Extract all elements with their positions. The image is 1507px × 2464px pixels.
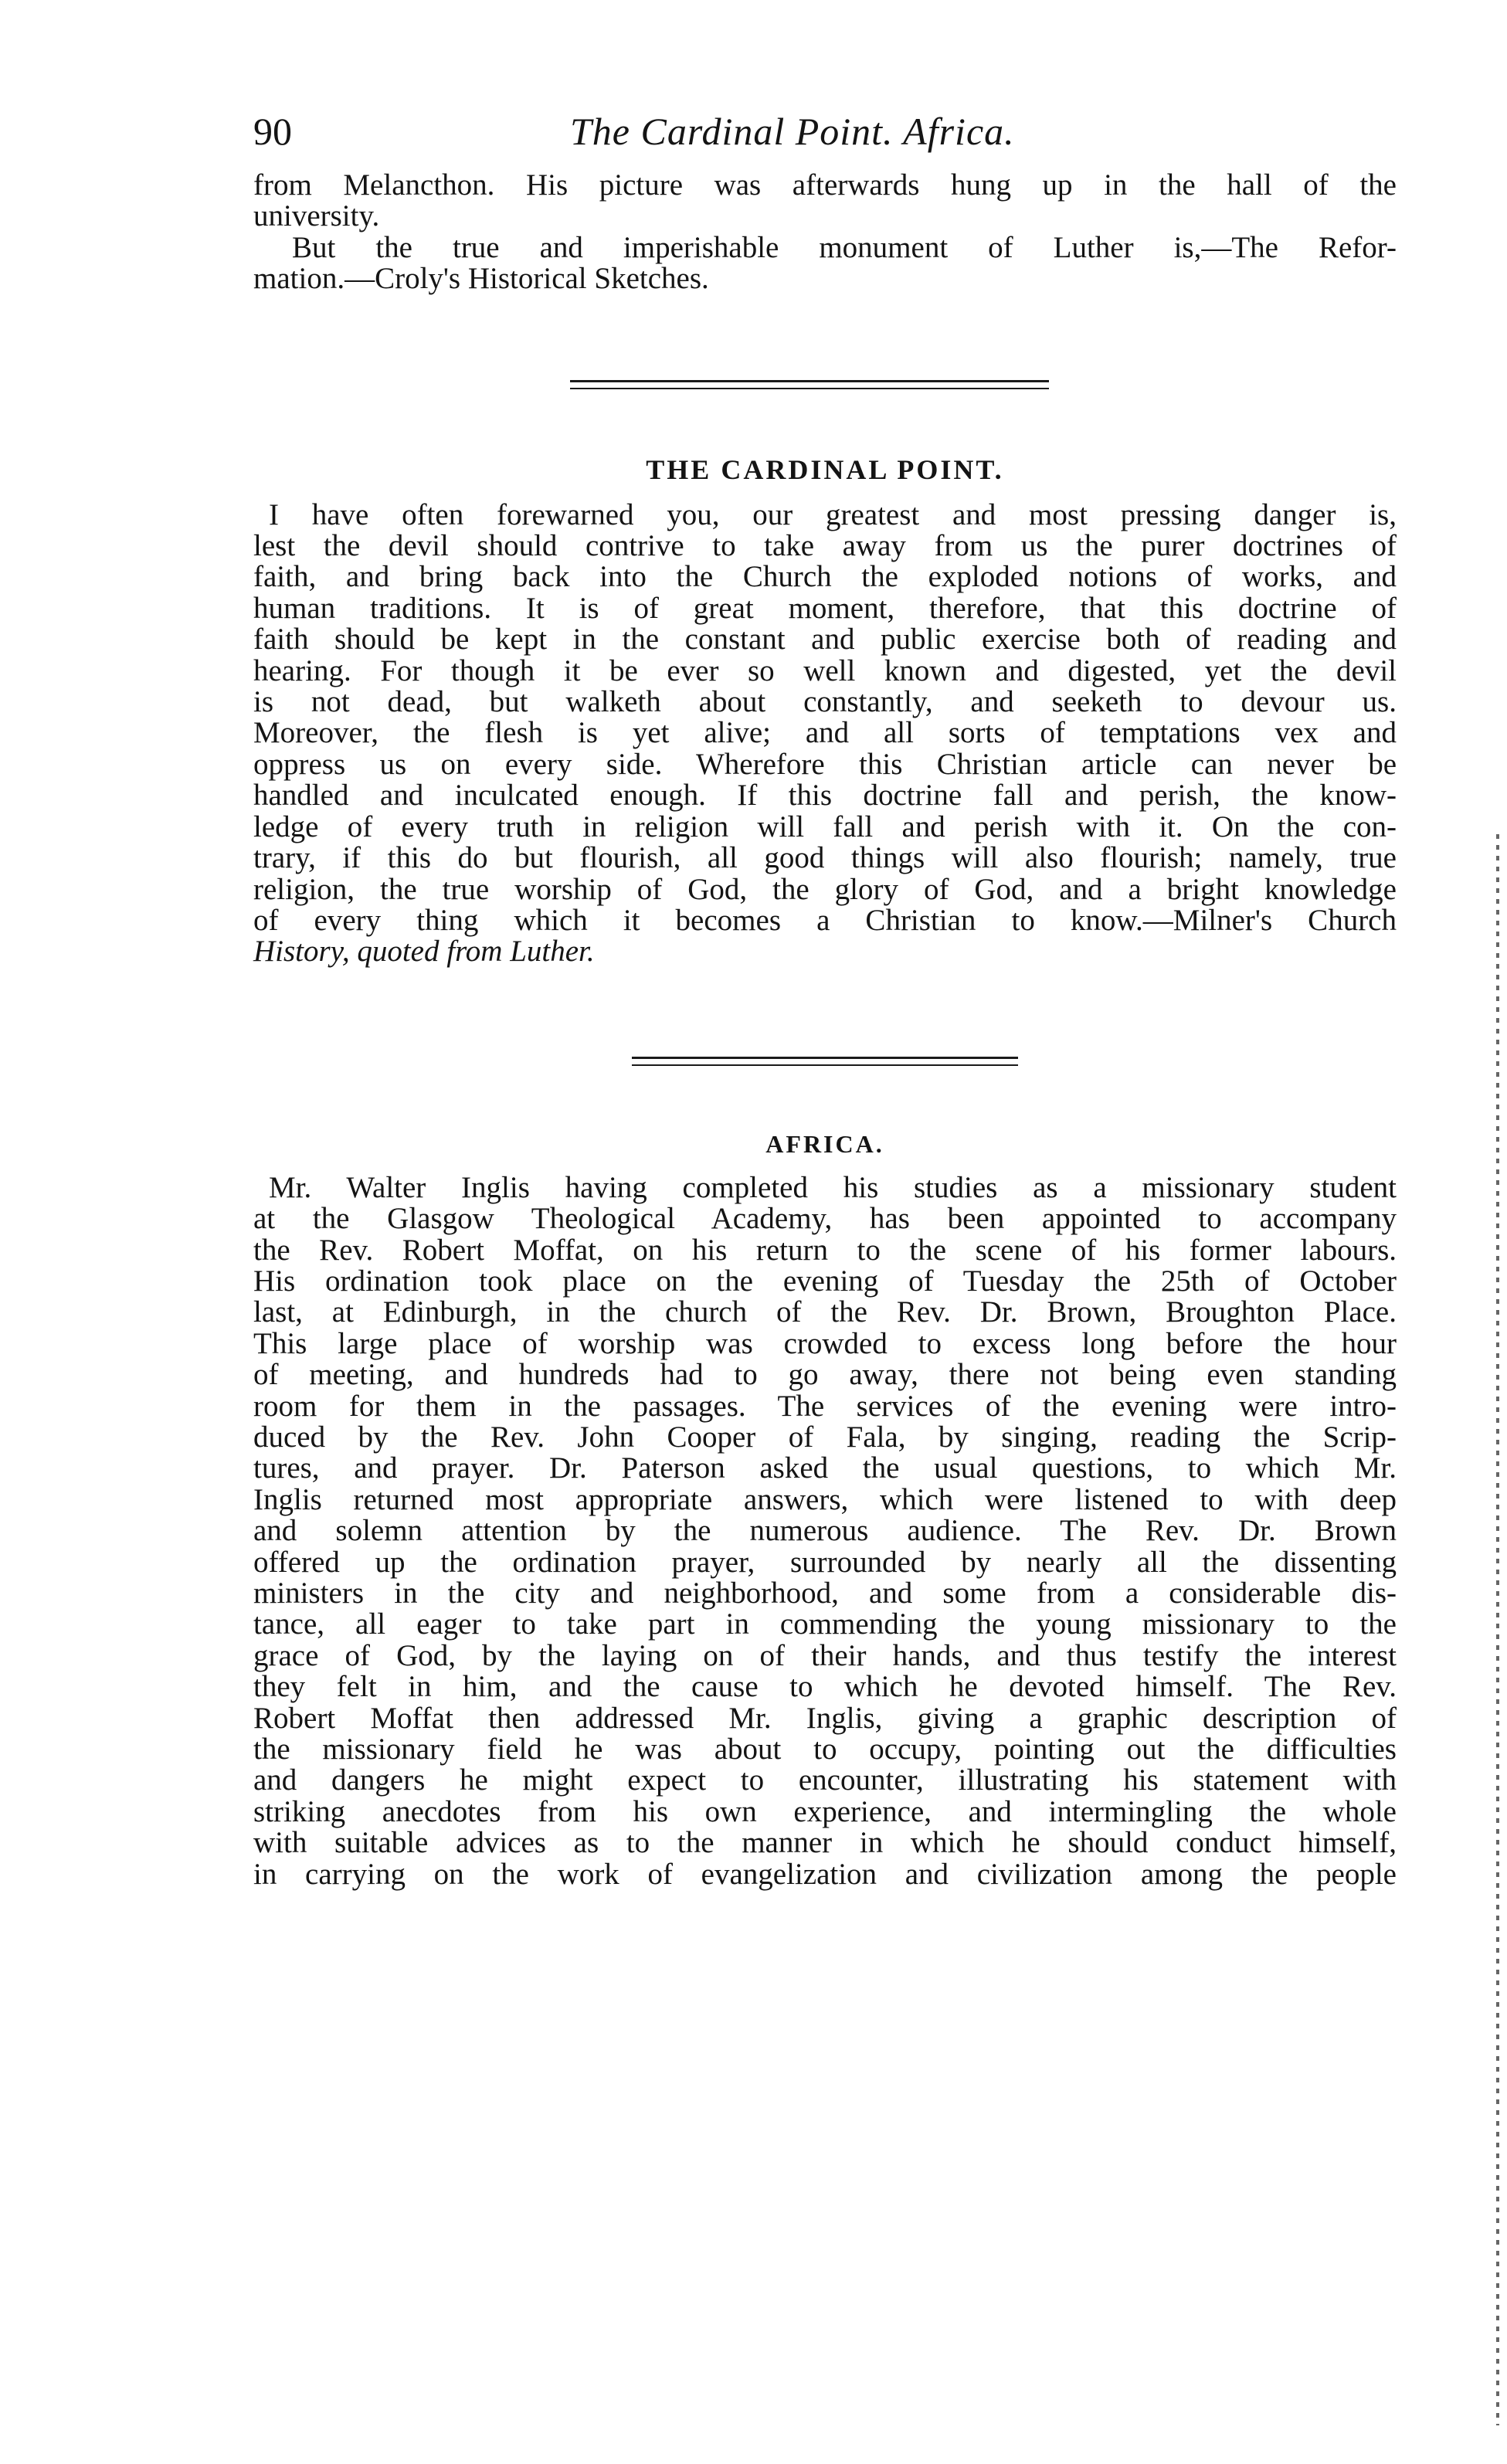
text-line: with suitable advices as to the manner in which he should conduct himself, — [253, 1826, 1397, 1860]
text-line: from Melancthon. His picture was afterwards hung up in the hall of the — [253, 168, 1397, 202]
running-head — [253, 100, 1397, 162]
text-line: oppress us on every side. Wherefore this Christian article can never be — [253, 747, 1397, 781]
section-heading-africa: AFRICA. — [765, 1129, 884, 1158]
text-line: grace of God, by the laying on of their hands, and thus testify the interest — [253, 1638, 1397, 1672]
text-line: and dangers he might expect to encounter, illustrating his statement with — [253, 1763, 1397, 1797]
text-line: lest the devil should contrive to take away from us the purer doctrines of — [253, 529, 1397, 563]
text-line: striking anecdotes from his own experience, and intermingling the whole — [253, 1794, 1397, 1828]
text-line: the missionary field he was about to occupy, pointing out the difficulties — [253, 1733, 1397, 1767]
text-line: in carrying on the work of evangelization and civilization among the people — [253, 1857, 1397, 1891]
book-page — [253, 100, 1397, 1890]
text-line: offered up the ordination prayer, surrounded by nearly all the dissenting — [253, 1545, 1397, 1579]
text-line: religion, the true worship of God, the glory of God, and a bright knowledge — [253, 872, 1397, 906]
text-line: of meeting, and hundreds had to go away, there not being even standing — [253, 1358, 1397, 1392]
africa-paragraph — [253, 1170, 1397, 1891]
text-line: But the true and imperishable monument of Luther is,—The Refor- — [292, 230, 1397, 264]
text-line: Mr. Walter Inglis having completed his studies as a missionary student — [269, 1170, 1397, 1204]
section-divider — [253, 1057, 1397, 1088]
text-line: tures, and prayer. Dr. Paterson asked the usual questions, to which Mr. — [253, 1451, 1397, 1485]
text-line: trary, if this do but flourish, all good things will also flourish; namely, true — [253, 841, 1397, 875]
text-line: mation.—Croly's Historical Sketches. — [253, 262, 709, 296]
text-line: is not dead, but walketh about constantly, and seeketh to devour us. — [253, 685, 1397, 719]
text-line: room for them in the passages. The services of the evening were intro- — [253, 1389, 1397, 1423]
text-line: I have often forewarned you, our greatest and most pressing danger is, — [269, 497, 1397, 531]
text-line: Inglis returned most appropriate answers, which were listened to with deep — [253, 1482, 1397, 1516]
intro-paragraph — [253, 170, 1397, 295]
text-line: at the Glasgow Theological Academy, has been appointed to accompany — [253, 1202, 1397, 1236]
text-line: History, quoted from Luther. — [253, 935, 595, 969]
text-line: human traditions. It is of great moment, therefore, that this doctrine of — [253, 591, 1397, 625]
running-title: The Cardinal Point. Africa. — [570, 110, 1015, 153]
text-line: duced by the Rev. John Cooper of Fala, by singing, reading the Scrip- — [253, 1420, 1397, 1454]
text-line: faith, and bring back into the Church the exploded notions of works, and — [253, 560, 1397, 594]
text-line: and solemn attention by the numerous audience. The Rev. Dr. Brown — [253, 1514, 1397, 1548]
text-line: ledge of every truth in religion will fall and perish with it. On the con- — [253, 809, 1397, 843]
cardinal-point-paragraph — [253, 497, 1397, 969]
text-line: Robert Moffat then addressed Mr. Inglis, giving a graphic description of — [253, 1701, 1397, 1735]
text-line: handled and inculcated enough. If this doctrine fall and perish, the know- — [253, 779, 1397, 813]
text-line: faith should be kept in the constant and public exercise both of reading and — [253, 623, 1397, 657]
scan-edge-artifact — [1496, 834, 1499, 2425]
section-heading-cardinal-point: THE CARDINAL POINT. — [646, 453, 1004, 485]
text-line: ministers in the city and neighborhood, and some from a considerable dis- — [253, 1576, 1397, 1610]
text-line: last, at Edinburgh, in the church of the Rev. Dr. Brown, Broughton Place. — [253, 1295, 1397, 1329]
text-line: of every thing which it becomes a Christian to know.—Milner's Church — [253, 903, 1397, 937]
text-line: university. — [253, 199, 380, 233]
text-line: hearing. For though it be ever so well known and digested, yet the devil — [253, 653, 1397, 687]
text-line: they felt in him, and the cause to which he devoted himself. The Rev. — [253, 1670, 1397, 1704]
text-line: tance, all eager to take part in commending the young missionary to the — [253, 1607, 1397, 1641]
section-divider — [253, 380, 1397, 411]
text-line: This large place of worship was crowded to excess long before the hour — [253, 1326, 1397, 1360]
text-line: the Rev. Robert Moffat, on his return to the scene of his former labours. — [253, 1233, 1397, 1267]
page-number: 90 — [253, 110, 292, 153]
text-line: Moreover, the flesh is yet alive; and all sorts of temptations vex and — [253, 716, 1397, 750]
text-line: His ordination took place on the evening of Tuesday the 25th of October — [253, 1264, 1397, 1298]
